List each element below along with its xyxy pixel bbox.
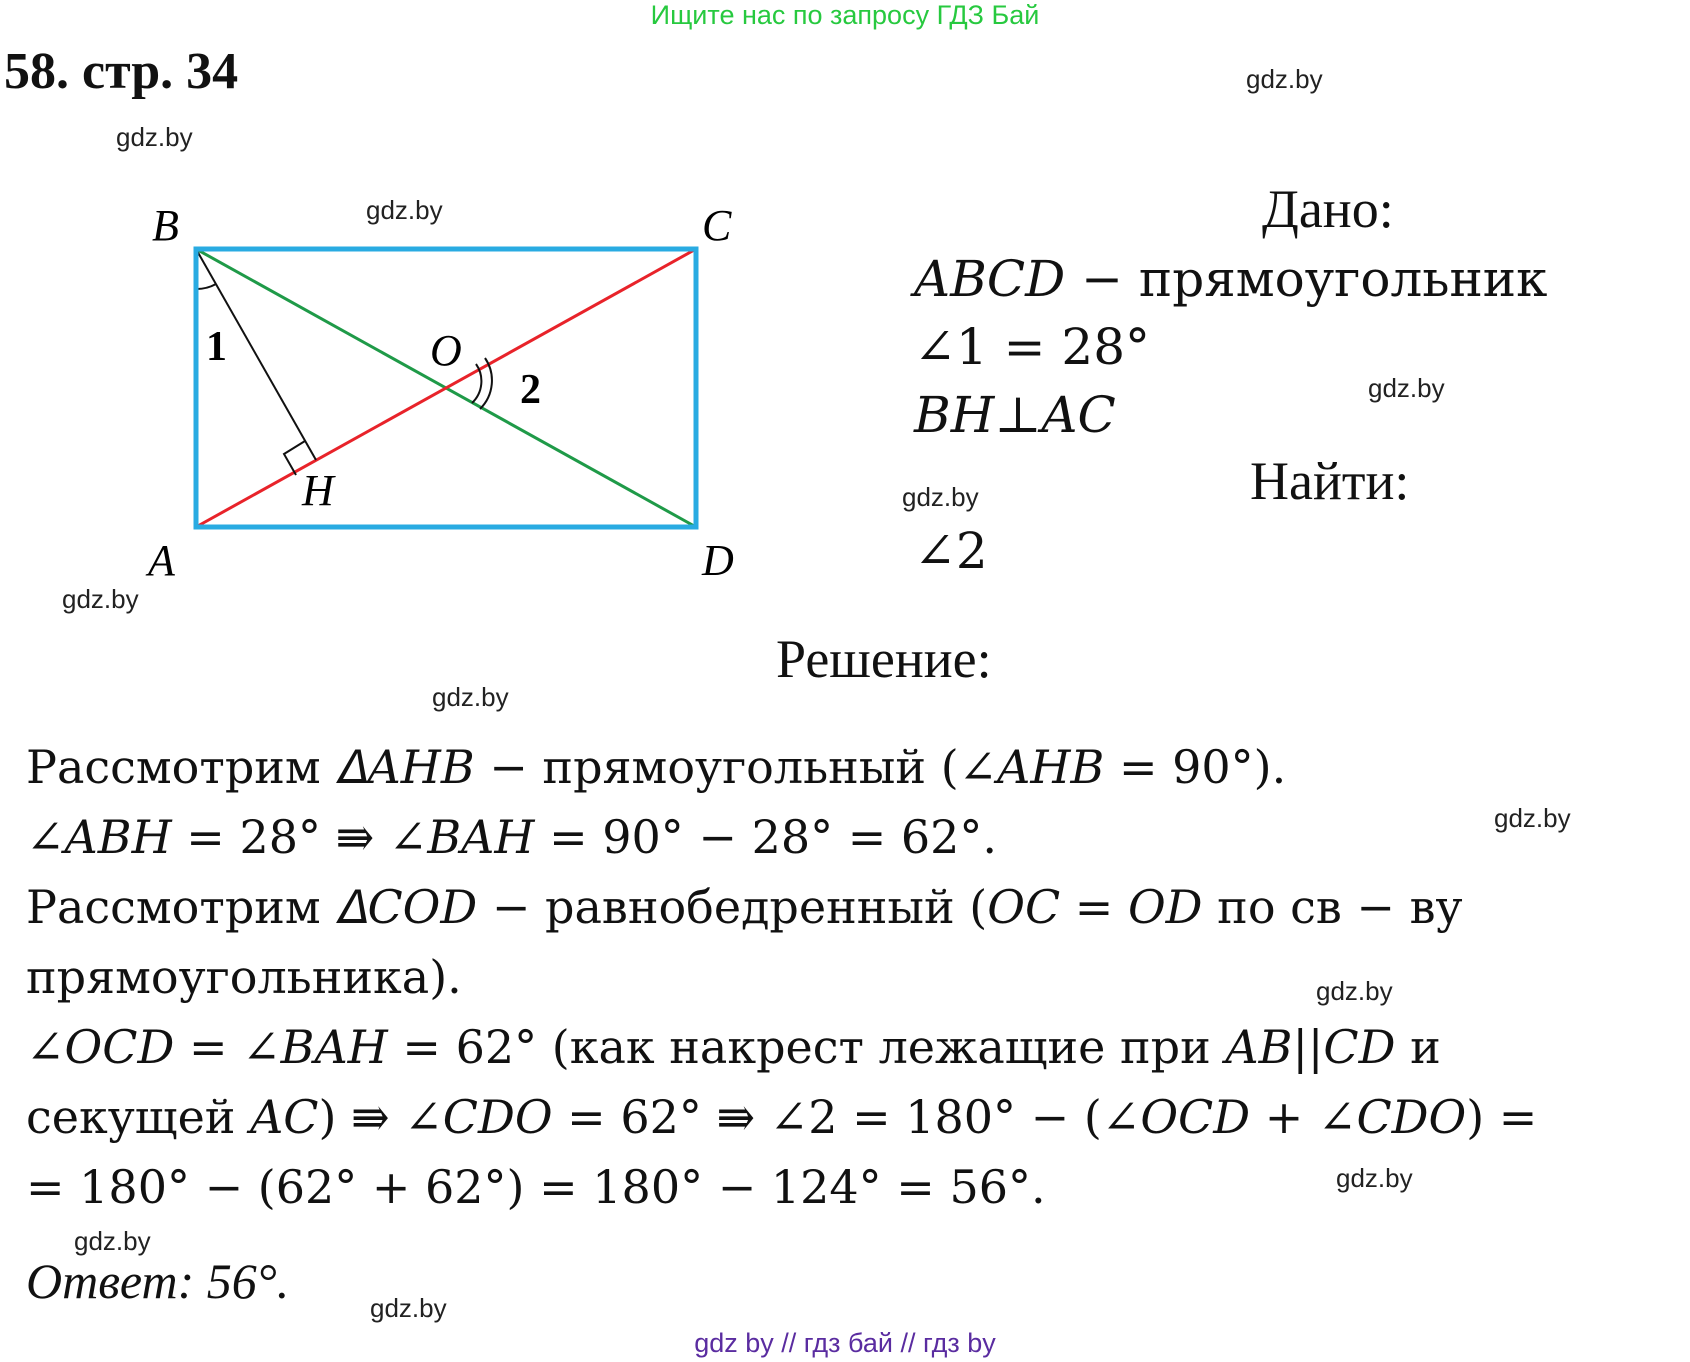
find-value: ∠2 bbox=[914, 522, 988, 580]
answer: Ответ: 56°. bbox=[26, 1253, 290, 1309]
solution-line: ∠𝐴𝐵𝐻 = 28° ⇛ ∠𝐵𝐴𝐻 = 90° − 28° = 62°. bbox=[26, 810, 998, 864]
watermark: gdz.by bbox=[432, 682, 509, 712]
solution-line: = 180° − (62° + 62°) = 180° − 124° = 56°. bbox=[26, 1160, 1046, 1214]
watermark: gdz.by bbox=[1494, 803, 1571, 833]
solution-line: Рассмотрим 𝛥𝐴𝐻𝐵 − прямоугольный (∠𝐴𝐻𝐵 = 90°). bbox=[26, 740, 1287, 794]
watermark: gdz.by bbox=[62, 584, 139, 614]
watermark: gdz.by bbox=[1246, 64, 1323, 94]
watermark: gdz.by bbox=[1316, 976, 1393, 1006]
watermark: gdz.by bbox=[370, 1293, 447, 1323]
angle-1-arc bbox=[196, 284, 216, 289]
solution-line: секущей 𝐴𝐶) ⇛ ∠𝐶𝐷𝑂 = 62° ⇛ ∠2 = 180° − (∠𝑂𝐶𝐷 + ∠𝐶𝐷𝑂) = bbox=[26, 1090, 1538, 1144]
solution-line: прямоугольника). bbox=[26, 950, 462, 1004]
watermark: gdz.by bbox=[1336, 1163, 1413, 1193]
solution-line: ∠𝑂𝐶𝐷 = ∠𝐵𝐴𝐻 = 62° (как накрест лежащие при 𝐴𝐵||𝐶𝐷 и bbox=[26, 1020, 1441, 1074]
given-line: 𝐵𝐻⊥𝐴𝐶 bbox=[914, 386, 1116, 444]
vertex-b-label: B bbox=[152, 201, 179, 250]
given-line: ∠1 = 28° bbox=[914, 318, 1151, 376]
promo-banner[interactable]: Ищите нас по запросу ГДЗ Бай bbox=[650, 0, 1040, 30]
watermark: gdz.by bbox=[1368, 373, 1445, 403]
watermark: gdz.by bbox=[74, 1226, 151, 1256]
vertex-c-label: C bbox=[702, 201, 732, 250]
vertex-d-label: D bbox=[702, 536, 734, 585]
given-line: 𝐴𝐵𝐶𝐷 − прямоугольник bbox=[914, 250, 1548, 308]
footer-links[interactable]: gdz by // гдз бай // гдз by bbox=[694, 1328, 996, 1358]
point-h-label: H bbox=[302, 466, 334, 515]
find-title: Найти: bbox=[1250, 451, 1410, 511]
point-o-label: O bbox=[430, 326, 462, 375]
vertex-a-label: A bbox=[148, 536, 175, 585]
solution-title: Решение: bbox=[776, 629, 992, 689]
exercise-heading: 58. стр. 34 bbox=[4, 43, 239, 100]
watermark: gdz.by bbox=[116, 122, 193, 152]
given-title: Дано: bbox=[1262, 179, 1394, 239]
angle-2-label: 2 bbox=[520, 367, 541, 413]
angle-1-label: 1 bbox=[206, 324, 227, 370]
solution-line: Рассмотрим 𝛥𝐶𝑂𝐷 − равнобедренный (𝑂𝐶 = 𝑂𝐷 по св − ву bbox=[26, 880, 1463, 934]
rectangle-figure bbox=[130, 190, 770, 590]
watermark: gdz.by bbox=[902, 482, 979, 512]
watermark: gdz.by bbox=[366, 195, 443, 225]
